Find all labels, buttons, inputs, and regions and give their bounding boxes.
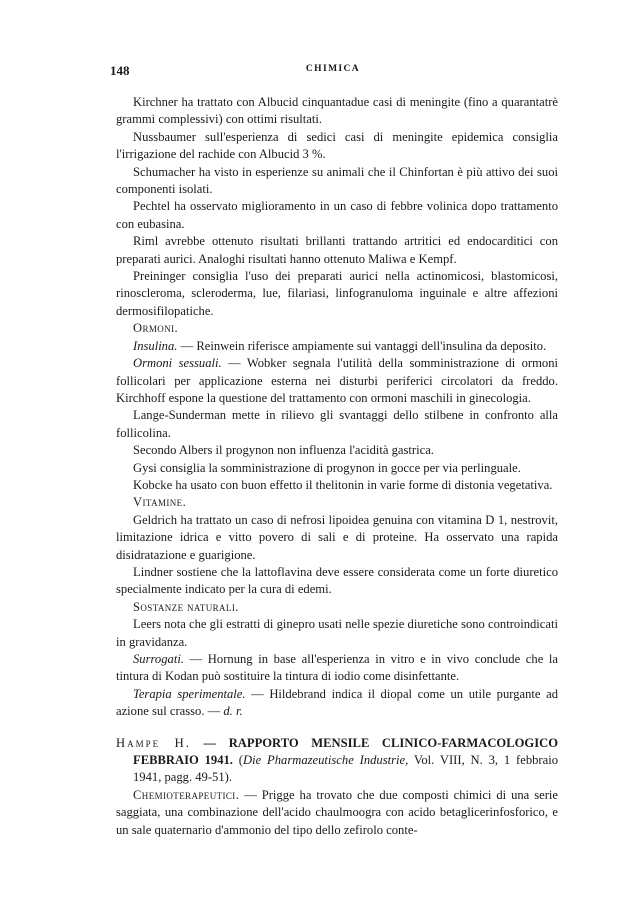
paragraph-chemioterapeutici — [116, 787, 558, 839]
subheading-surrogati: Surrogati. — [133, 652, 184, 666]
reference-journal: Die Pharmazeutische Industrie, — [243, 753, 409, 768]
paragraph-lange-sunderman: Lange-Sunderman mette in rilievo gli svantaggi dello stilbene in confronto alla follicolina. — [116, 408, 558, 440]
paragraph-kobcke: Kobcke ha usato con buon effetto il thelitonin in varie forme di distonia vegetativa. — [133, 477, 553, 492]
reference-author: Hampe H. — [116, 735, 191, 750]
paragraph-preininger: Preininger consiglia l'uso dei preparati aurici nella actinomicosi, blastomicosi, rinoscleroma, scleroderma, lue, filariasi, linfogranuloma inguinale e altre affezioni dermosifilopatiche. — [116, 269, 558, 318]
paragraph-nussbaumer: Nussbaumer sull'esperienza di sedici casi di meningite epidemica consiglia l'irrigazione del rachide con Albucid 3 %. — [116, 129, 558, 162]
chemioterapeutici-text: — Prigge ha trovato che due composti chimici di una serie saggiata, una combinazione dell'acido chaulmoogra con acido betaglicerinfosforico, e un sale quaternario d'ammonio del tipo dello zefirolo conte- — [116, 787, 558, 837]
paragraph-surrogati — [116, 651, 558, 686]
paragraph-albers: Secondo Albers il progynon non influenza l'acidità gastrica. — [133, 443, 434, 458]
page-header — [110, 63, 556, 79]
paragraph-schumacher: Schumacher ha visto in esperienze su animali che il Chinfortan è più attivo dei suoi componenti isolati. — [116, 164, 558, 197]
subheading-chemioterapeutici: Chemioterapeutici. — [133, 787, 240, 802]
surrogati-text: — Hornung in base all'esperienza in vitro e in vivo conclude che la tintura di Kodan può sostituire la tintura di iodio come disinfettante. — [116, 652, 558, 684]
section-heading-sostanze-naturali: Sostanze naturali. — [133, 599, 239, 614]
paragraph-insulina — [116, 338, 558, 355]
paragraph-ormoni-sessuali — [116, 355, 558, 407]
subheading-insulina: Insulina. — [133, 338, 178, 353]
reference-entry: Hampe H. — RAPPORTO MENSILE CLINICO-FARMACOLOGICO FEBBRAIO 1941. (Die Pharmazeutische Industrie, Vol. VIII, N. 3, 1 febbraio 1941, pagg. 49-51). — [116, 735, 559, 785]
terapia-text: — Hildebrand indica il diopal come un utile purgante ad azione sul crasso. — — [116, 686, 558, 719]
paragraph-geldrich: Geldrich ha trattato un caso di nefrosi lipoidea genuina con vitamina D 1, nestrovit, limitazione idrica e vitto povero di sali e di proteine. Ha osservato una rapida disidratazione e guarigione. — [116, 512, 558, 562]
reference-details: Vol. VIII, N. 3, 1 febbraio 1941, pagg. 49-51). — [133, 753, 559, 785]
author-initials: d. r. — [223, 704, 243, 719]
paragraph-kirchner: Kirchner ha trattato con Albucid cinquantadue casi di meningite (fino a quarantatrè grammi complessivi) con ottimi risultati. — [116, 95, 558, 127]
section-heading-ormoni: Ormoni. — [133, 321, 179, 336]
subheading-terapia-sperimentale: Terapia sperimentale. — [133, 686, 246, 701]
insulina-text: — Reinwein riferisce ampiamente sui vantaggi dell'insulina da deposito. — [177, 338, 547, 353]
running-title: CHIMICA — [305, 64, 361, 74]
paragraph-riml: Riml avrebbe ottenuto risultati brillanti trattando artritici ed endocarditici con preparati aurici. Analoghi risultati hanno ottenuto Maliwa e Kempf. — [116, 234, 558, 266]
page-number: 148 — [110, 63, 130, 78]
paragraph-lindner: Lindner sostiene che la lattoflavina deve essere considerata come un forte diuretico specialmente indicato per la cura di edemi. — [116, 564, 558, 597]
section-heading-vitamine: Vitamine. — [133, 495, 187, 510]
reference-title: — RAPPORTO MENSILE CLINICO-FARMACOLOGICO FEBBRAIO 1941. — [133, 735, 559, 768]
paragraph-gysi: Gysi consiglia la somministrazione di progynon in gocce per via perlinguale. — [133, 460, 521, 475]
ormoni-sessuali-text: — Wobker segnala l'utilità della somministrazione di ormoni follicolari per applicazione esterna nei disturbi periferici circolatori da freddo. Kirchhoff espone la questione del trattamento con ormoni maschili in ginecologia. — [116, 356, 558, 405]
paragraph-leers: Leers nota che gli estratti di ginepro usati nelle spezie diuretiche sono controindicati in gravidanza. — [116, 617, 558, 649]
subheading-ormoni-sessuali: Ormoni sessuali. — [133, 356, 222, 371]
paragraph-terapia — [116, 686, 558, 721]
paragraph-pechtel: Pechtel ha osservato miglioramento in un caso di febbre volinica dopo trattamento con eubasina. — [116, 199, 558, 231]
page-body — [116, 94, 558, 839]
